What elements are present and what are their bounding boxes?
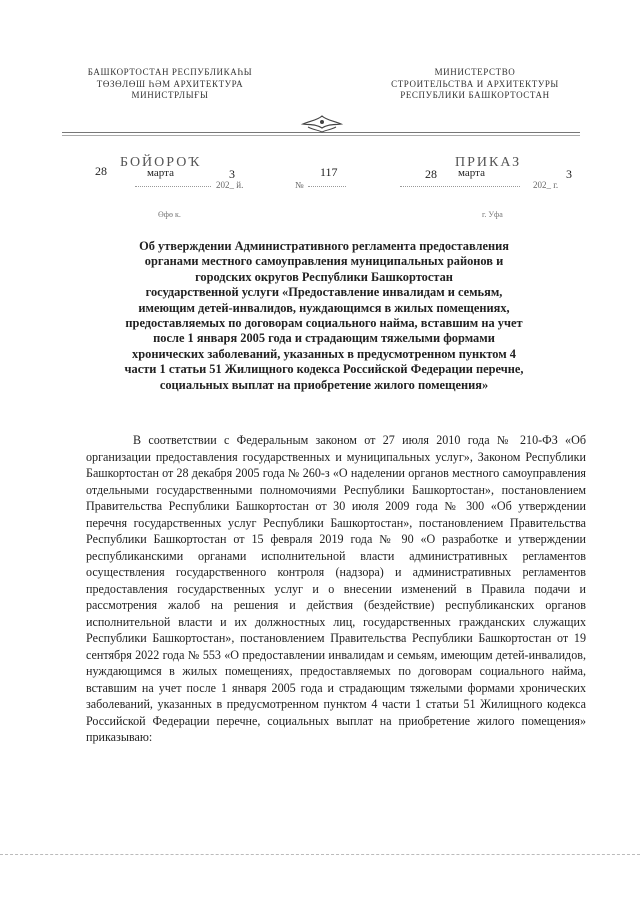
header-left-line: ТӨЗӨЛӨШ ҺӘМ АРХИТЕКТУРА [96,78,244,89]
title-line: после 1 января 2005 года и страдающим тяжелыми формами [153,331,495,346]
title-line: хронических заболеваний, указанных в предусмотренном пунктом 4 [132,346,516,361]
order-year-suffix-right: 202_ г. [533,180,559,190]
title-line: предоставляемых по договорам социального найма, вставшим на учет [125,316,523,331]
order-word-left: БОЙОРОҠ [120,155,202,170]
header-left-org [70,67,270,102]
date-underline [135,186,211,187]
order-year-right: 3 [566,167,572,181]
title-line: городских округов Республики Башкортостан [195,269,453,284]
header-right-line: СТРОИТЕЛЬСТВА И АРХИТЕКТУРЫ [391,78,559,89]
order-number-prefix: № [295,180,304,190]
order-word-right: ПРИКАЗ [455,155,522,170]
header-right-org [370,67,580,102]
order-year-suffix-left: 202_ й. [216,180,244,190]
city-left: Өфө к. [158,210,181,219]
title-line: органами местного самоуправления муниципальных районов и [144,254,504,269]
scan-edge-line [0,854,640,855]
date-underline [400,186,520,187]
title-line: социальных выплат на приобретение жилого помещения» [159,377,489,392]
title-line: государственной услуги «Предоставление инвалидам и семьям, [145,285,503,300]
order-day-left: 28 [95,164,107,178]
order-day-right: 28 [425,167,437,181]
header-left-line: БАШКОРТОСТАН РЕСПУБЛИКАҺЫ [87,67,253,77]
title-line: Об утверждении Административного регламента предоставления [139,239,509,253]
document-title [108,239,540,393]
order-number: 117 [320,165,338,179]
header-right-line: РЕСПУБЛИКИ БАШКОРТОСТАН [400,90,550,100]
order-month-left: марта [147,167,174,179]
order-year-left: 3 [229,167,235,181]
header-right-line: МИНИСТЕРСТВО [434,67,516,77]
city-right: г. Уфа [482,210,503,219]
title-line: части 1 статьи 51 Жилищного кодекса Российской Федерации перечне, [124,362,524,377]
order-month-right: марта [458,167,485,179]
document-body [86,432,586,746]
number-underline [308,186,346,187]
emblem-icon [300,112,344,136]
body-paragraph: В соответствии с Федеральным законом от 27 июля 2010 года № 210-ФЗ «Об организации предоставления государственных и муниципальных услуг», Законом Республики Башкортостан от 28 декабря 2005 года № 260-з «О наделении органов местного самоуправления отдельными государственными полномочиями Республики Башкортостан», постановлением Правительства Республики Башкортостан от 30 июля 2009 года № 300 «Об утверждении перечня государственных услуг Республики Башкортостан», постановлением Правительства Республики Башкортостан от 15 февраля 2019 года № 90 «О разработке и утверждении республиканскими органами исполнительной власти административных регламентов осуществления государственного контроля (надзора) и административных регламентов предоставления государственных услуг и о внесении изменений в Правила подачи и рассмотрения жалоб на решения и действия (бездействие) республиканских органов исполнительной власти и их должностных лиц, государственных гражданских служащих Республики Башкортостан», постановлением Правительства Республики Башкортостан от 19 сентября 2022 года № 553 «О предоставлении инвалидам и семьям, имеющим детей-инвалидов, нуждающимся в жилых помещениях, предоставляемых по договорам социального найма, вставшим на учет после 1 января 2005 года и страдающим тяжелыми формами хронических заболеваний, указанных в предусмотренном пунктом 4 части 1 статьи 51 Жилищного кодекса Российской Федерации перечне, социальных выплат на приобретение жилого помещения» приказываю: [86,433,586,744]
title-line: имеющим детей-инвалидов, нуждающимся в жилых помещениях, [138,300,510,315]
header-left-line: МИНИСТРЛЫҒЫ [131,90,209,100]
